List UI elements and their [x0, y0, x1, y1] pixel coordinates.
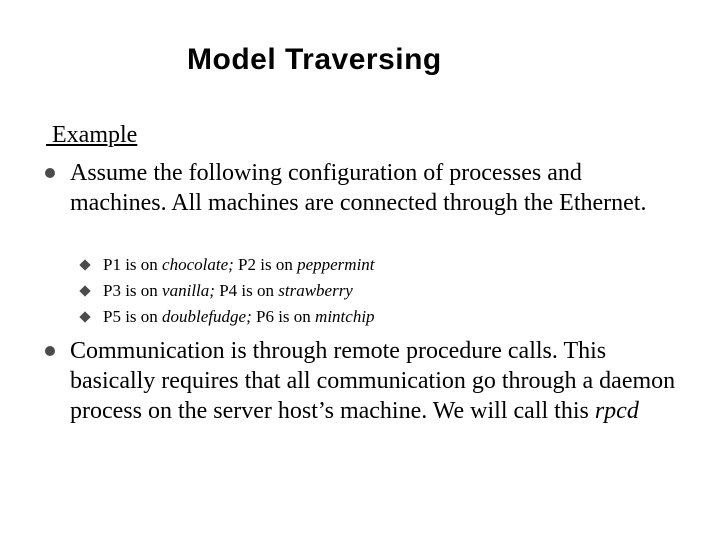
host-name: doublefudge;: [162, 307, 252, 326]
process-label: P6 is on: [251, 307, 316, 326]
sub-bullet-text: [103, 281, 353, 300]
process-label: P2 is on: [233, 255, 298, 274]
bullet-item-communication: [44, 336, 684, 426]
host-name: vanilla;: [162, 281, 215, 300]
host-name: strawberry: [278, 281, 353, 300]
section-heading: Example: [46, 122, 138, 148]
process-label: P5 is on: [103, 307, 163, 326]
slide-title: Model Traversing: [187, 43, 442, 76]
bullet-text: Assume the following configuration of processes and machines. All machines are connected through the Ethernet.: [70, 160, 647, 216]
host-name: chocolate;: [162, 255, 234, 274]
diamond-bullet-icon: [79, 285, 90, 296]
sub-bullet-text: [103, 255, 375, 274]
host-name: mintchip: [315, 307, 375, 326]
daemon-name: rpcd: [594, 398, 639, 424]
diamond-bullet-icon: [79, 259, 90, 270]
bullet-item-configuration: [44, 158, 684, 218]
round-bullet-icon: [44, 336, 58, 366]
host-name: peppermint: [297, 255, 375, 274]
sub-bullet-list: [80, 252, 680, 330]
sub-bullet-text: [103, 307, 375, 326]
process-label: P4 is on: [214, 281, 279, 300]
sub-bullet-item: [80, 252, 680, 278]
sub-bullet-item: [80, 304, 680, 330]
round-bullet-icon: [44, 158, 58, 188]
process-label: P1 is on: [103, 255, 163, 274]
sub-bullet-item: [80, 278, 680, 304]
diamond-bullet-icon: [79, 311, 90, 322]
bullet-text: [70, 336, 684, 426]
bullet-body: Communication is through remote procedure calls. This basically requires that all communication go through a daemon process on the server host’s machine. We will call this: [70, 338, 676, 424]
process-label: P3 is on: [103, 281, 163, 300]
